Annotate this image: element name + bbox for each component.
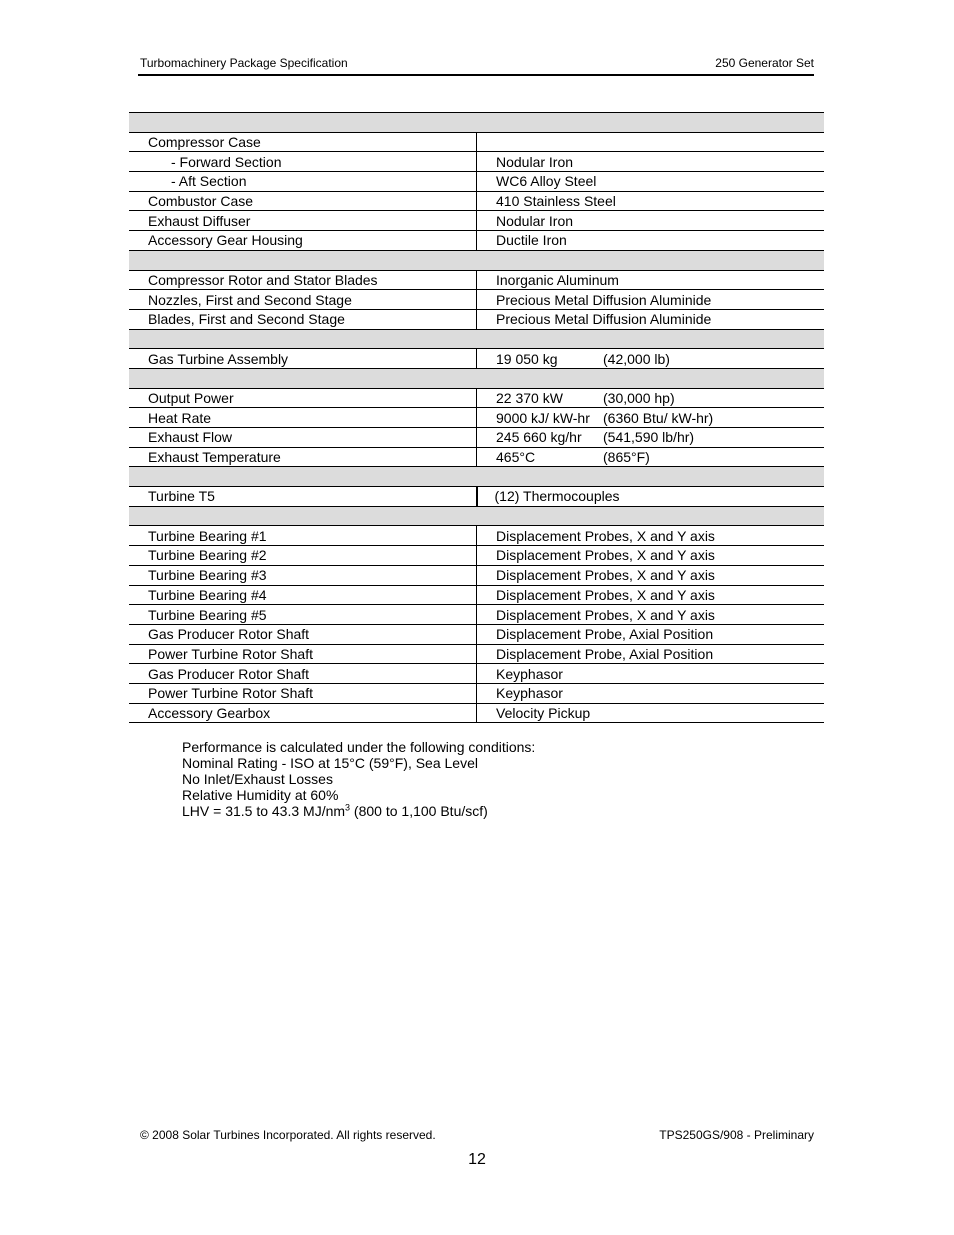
header-product: 250 Generator Set xyxy=(715,56,814,70)
row-value xyxy=(477,447,825,467)
row-label: Compressor Rotor and Stator Blades xyxy=(129,270,477,290)
header-title: Turbomachinery Package Specification xyxy=(140,56,348,70)
row-value: 410 Stainless Steel xyxy=(477,191,825,211)
table-row xyxy=(129,172,824,192)
row-value: Displacement Probes, X and Y axis xyxy=(477,605,825,625)
row-label: Exhaust Flow xyxy=(129,428,477,448)
value-imperial: (865°F) xyxy=(603,449,650,466)
row-label: Gas Turbine Assembly xyxy=(129,349,477,369)
row-label: Heat Rate xyxy=(129,408,477,428)
row-value: Keyphasor xyxy=(477,664,825,684)
row-value: Displacement Probes, X and Y axis xyxy=(477,565,825,585)
row-value: Displacement Probe, Axial Position xyxy=(477,624,825,644)
value-imperial: (6360 Btu/ kW-hr) xyxy=(603,409,714,426)
row-label: Turbine Bearing #3 xyxy=(129,565,477,585)
row-label: Gas Producer Rotor Shaft xyxy=(129,664,477,684)
row-value: Displacement Probes, X and Y axis xyxy=(477,526,825,546)
table-row xyxy=(129,605,824,625)
row-value: Inorganic Aluminum xyxy=(477,270,825,290)
table-row xyxy=(129,585,824,605)
row-value xyxy=(477,408,825,428)
row-value xyxy=(477,132,825,152)
row-label: Exhaust Temperature xyxy=(129,447,477,467)
table-row xyxy=(129,428,824,448)
section-header-row xyxy=(129,467,824,487)
section-header-row xyxy=(129,368,824,388)
notes-humidity: Relative Humidity at 60% xyxy=(182,787,339,803)
table-row xyxy=(129,191,824,211)
row-label: Gas Producer Rotor Shaft xyxy=(129,624,477,644)
row-value: WC6 Alloy Steel xyxy=(477,172,825,192)
table-row xyxy=(129,290,824,310)
row-value: Precious Metal Diffusion Aluminide xyxy=(477,309,825,329)
table-row xyxy=(129,309,824,329)
table-row xyxy=(129,664,824,684)
notes-intro: Performance is calculated under the following conditions: xyxy=(182,739,536,755)
table-row xyxy=(129,447,824,467)
row-label: - Forward Section xyxy=(129,152,477,172)
row-value: Precious Metal Diffusion Aluminide xyxy=(477,290,825,310)
footer-copyright: © 2008 Solar Turbines Incorporated. All rights reserved. xyxy=(140,1128,436,1142)
table-row xyxy=(129,270,824,290)
value-imperial: (30,000 hp) xyxy=(603,389,675,406)
row-value: Ductile Iron xyxy=(477,231,825,251)
value-metric: 245 660 kg/hr xyxy=(496,429,582,446)
table-row xyxy=(129,546,824,566)
notes-lhv: LHV = 31.5 to 43.3 $MJ/nm^3$ (800 to 1,100 Btu/scf) xyxy=(182,802,488,819)
value-metric: 9000 kJ/ kW-hr xyxy=(496,409,590,426)
value-imperial: (42,000 lb) xyxy=(603,350,670,367)
table-row xyxy=(129,624,824,644)
page-number: 12 xyxy=(468,1151,486,1168)
section-header-row xyxy=(129,113,824,133)
row-value: Displacement Probes, X and Y axis xyxy=(477,585,825,605)
row-label: Blades, First and Second Stage xyxy=(129,309,477,329)
row-label: Turbine T5 xyxy=(129,487,477,507)
section-header-row xyxy=(129,506,824,526)
row-value: Nodular Iron xyxy=(477,211,825,231)
row-label: Nozzles, First and Second Stage xyxy=(129,290,477,310)
table-row xyxy=(129,683,824,703)
notes-nominal-rating: Nominal Rating - ISO at 15°C (59°F), Sea Level xyxy=(182,755,478,771)
row-label: Accessory Gearbox xyxy=(129,703,477,723)
row-value: Nodular Iron xyxy=(477,152,825,172)
section-header-row xyxy=(129,250,824,270)
row-label: Accessory Gear Housing xyxy=(129,231,477,251)
row-value xyxy=(477,428,825,448)
value-metric: 465°C xyxy=(496,449,536,466)
row-value: Displacement Probes, X and Y axis xyxy=(477,546,825,566)
row-value: Keyphasor xyxy=(477,683,825,703)
table-row xyxy=(129,565,824,585)
table-row xyxy=(129,231,824,251)
row-label: Turbine Bearing #5 xyxy=(129,605,477,625)
table-row xyxy=(129,132,824,152)
value-imperial: (541,590 lb/hr) xyxy=(603,429,695,446)
table-row xyxy=(129,211,824,231)
row-value xyxy=(477,349,825,369)
table-row xyxy=(129,703,824,723)
row-value: Velocity Pickup xyxy=(477,703,825,723)
table-row xyxy=(129,388,824,408)
row-label: Turbine Bearing #4 xyxy=(129,585,477,605)
row-label: Turbine Bearing #2 xyxy=(129,546,477,566)
notes-losses: No Inlet/Exhaust Losses xyxy=(182,771,333,787)
row-value xyxy=(477,388,825,408)
row-label: Turbine Bearing #1 xyxy=(129,526,477,546)
table-row xyxy=(129,408,824,428)
row-label: Compressor Case xyxy=(129,132,477,152)
section-header-row xyxy=(129,329,824,349)
row-label: Power Turbine Rotor Shaft xyxy=(129,683,477,703)
row-label: Combustor Case xyxy=(129,191,477,211)
footer-doc-id: TPS250GS/908 - Preliminary xyxy=(659,1128,814,1142)
spec-table xyxy=(129,112,824,723)
table-row xyxy=(129,152,824,172)
row-label: Output Power xyxy=(129,388,477,408)
table-row xyxy=(129,644,824,664)
table-row xyxy=(129,487,824,507)
header-rule xyxy=(138,74,814,76)
row-label: Power Turbine Rotor Shaft xyxy=(129,644,477,664)
table-row xyxy=(129,349,824,369)
row-value: (12) Thermocouples xyxy=(477,487,825,507)
row-label: - Aft Section xyxy=(129,172,477,192)
row-label: Exhaust Diffuser xyxy=(129,211,477,231)
value-metric: 22 370 kW xyxy=(496,389,563,406)
value-metric: 19 050 kg xyxy=(496,350,558,367)
row-value: Displacement Probe, Axial Position xyxy=(477,644,825,664)
table-row xyxy=(129,526,824,546)
performance-notes xyxy=(182,739,535,819)
